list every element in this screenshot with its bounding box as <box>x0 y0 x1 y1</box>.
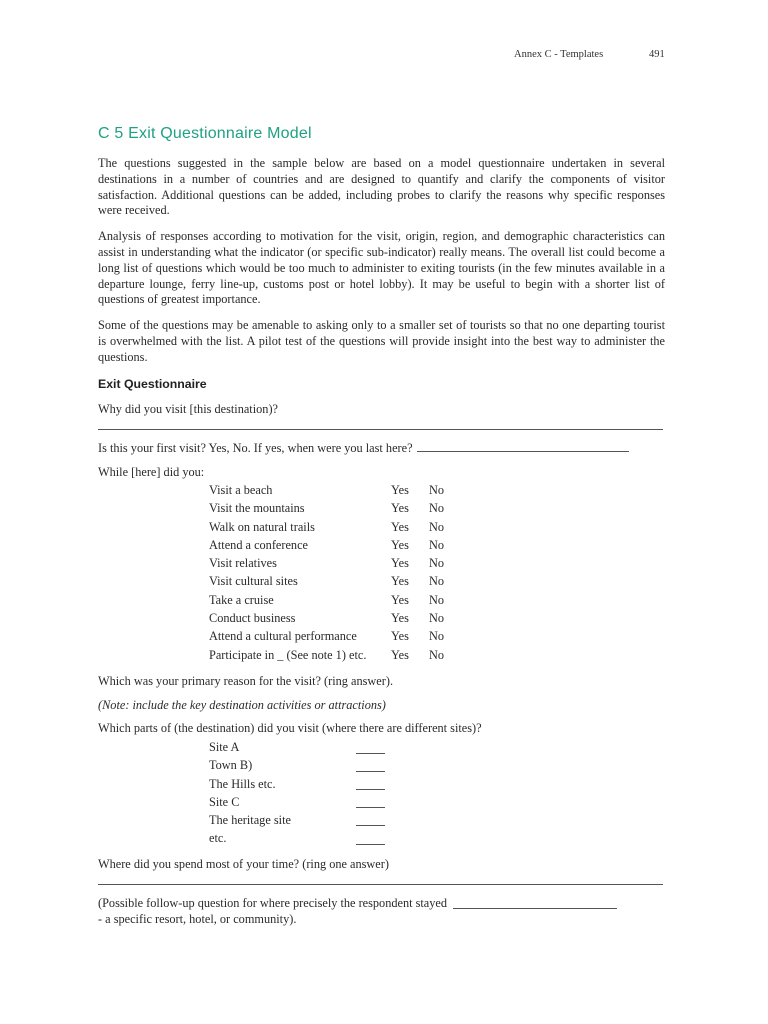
activity-label: Attend a cultural performance <box>209 629 357 644</box>
activity-row <box>209 537 665 555</box>
site-answer-blank <box>356 797 385 808</box>
activity-row <box>209 518 665 536</box>
answer-blank-followup <box>453 908 617 909</box>
intro-paragraph-1: The questions suggested in the sample below are based on a model questionnaire undertaken in several destinations in a number of countries and are designed to quantify and clarify the components of visitor satisfaction. Additional questions can be added, including probes to clarify the reasons why specific responses were received. <box>98 156 665 218</box>
activity-row <box>209 628 665 646</box>
answer-line-most-time <box>98 884 663 885</box>
no-option: No <box>429 592 445 607</box>
yes-option: Yes <box>391 629 409 644</box>
yes-option: Yes <box>391 483 409 497</box>
intro-paragraph-2: Analysis of responses according to motivation for the visit, origin, region, and demographic characteristics can assist in understanding what the indicator (or specific sub-indicator) really means. The overall list could become a long list of questions which would be too much to administer to exiting tourists (in the few minutes available in a departure lounge, ferry line-up, customs post or hotel lobby). It may be useful to begin with a shorter list of questions of greatest importance. <box>98 229 665 307</box>
no-option: No <box>429 537 445 552</box>
yes-option: Yes <box>391 592 409 607</box>
activity-label: Conduct business <box>209 611 296 626</box>
question-parts-visited: Which parts of (the destination) did you visit (where there are different sites)? <box>98 721 482 736</box>
activity-label: Participate in _ (See note 1) etc. <box>209 647 367 662</box>
site-answer-blank <box>356 761 385 772</box>
intro-paragraph-3: Some of the questions may be amenable to asking only to a smaller set of tourists so that no one departing tourist is overwhelmed with the list. A pilot test of the questions will provide insight into the best way to administer the questions. <box>98 318 665 364</box>
followup-line-1: (Possible follow-up question for where precisely the respondent stayed <box>98 896 448 911</box>
activity-label: Visit relatives <box>209 556 277 571</box>
activity-row <box>209 646 665 664</box>
activity-row <box>209 573 665 591</box>
activity-row <box>209 555 665 573</box>
activity-row <box>209 482 665 500</box>
site-answer-blank <box>356 743 385 754</box>
site-answer-blank <box>356 779 385 790</box>
questionnaire-heading: Exit Questionnaire <box>98 376 207 391</box>
no-option: No <box>429 647 445 662</box>
answer-blank-last-here <box>417 451 629 452</box>
activity-list <box>209 482 665 665</box>
yes-option: Yes <box>391 556 409 571</box>
section-title: C 5 Exit Questionnaire Model <box>98 125 312 142</box>
activity-row <box>209 500 665 518</box>
site-row <box>209 830 665 848</box>
activity-label: Visit the mountains <box>209 501 305 516</box>
site-label: etc. <box>209 831 227 846</box>
question-most-time: Where did you spend most of your time? (ring one answer) <box>98 857 389 872</box>
yes-option: Yes <box>391 537 409 552</box>
spacer <box>98 713 665 721</box>
site-row <box>209 794 665 812</box>
yes-option: Yes <box>391 611 409 626</box>
yes-option: Yes <box>391 519 409 534</box>
site-list <box>209 739 665 848</box>
question-first-visit <box>98 441 665 457</box>
note-key-activities: (Note: include the key destination activities or attractions) <box>98 697 386 712</box>
activity-label: Take a cruise <box>209 592 274 607</box>
activity-label: Visit cultural sites <box>209 574 298 589</box>
question-while-here: While [here] did you: <box>98 464 205 479</box>
site-label: The heritage site <box>209 813 291 828</box>
site-row <box>209 757 665 775</box>
no-option: No <box>429 519 445 534</box>
answer-line-why-visit <box>98 429 663 430</box>
site-row <box>209 739 665 757</box>
no-option: No <box>429 629 445 644</box>
no-option: No <box>429 611 445 626</box>
followup-question <box>98 896 665 912</box>
site-label: Site C <box>209 794 240 809</box>
activity-label: Attend a conference <box>209 537 308 552</box>
spacer <box>98 457 665 465</box>
no-option: No <box>429 501 445 516</box>
no-option: No <box>429 556 445 571</box>
site-label: Site A <box>209 740 240 755</box>
site-row <box>209 775 665 793</box>
body-text <box>98 156 665 928</box>
no-option: No <box>429 483 445 497</box>
question-why-visit: Why did you visit [this destination)? <box>98 402 278 417</box>
running-head <box>0 49 768 65</box>
site-answer-blank <box>356 815 385 826</box>
activity-row <box>209 592 665 610</box>
followup-line-2: - a specific resort, hotel, or community). <box>98 911 297 926</box>
yes-option: Yes <box>391 647 409 662</box>
activity-row <box>209 610 665 628</box>
site-answer-blank <box>356 834 385 845</box>
running-head-title: Annex C - Templates <box>514 49 604 60</box>
yes-option: Yes <box>391 501 409 516</box>
activity-label: Walk on natural trails <box>209 519 315 534</box>
page-number: 491 <box>649 49 665 60</box>
yes-option: Yes <box>391 574 409 589</box>
question-first-visit-text: Is this your first visit? Yes, No. If yes, when were you last here? <box>98 441 413 456</box>
no-option: No <box>429 574 445 589</box>
site-label: The Hills etc. <box>209 776 276 791</box>
site-row <box>209 812 665 830</box>
activity-label: Visit a beach <box>209 483 273 497</box>
site-label: Town B) <box>209 758 253 773</box>
question-primary-reason: Which was your primary reason for the visit? (ring answer). <box>98 673 394 688</box>
spacer <box>98 690 665 698</box>
